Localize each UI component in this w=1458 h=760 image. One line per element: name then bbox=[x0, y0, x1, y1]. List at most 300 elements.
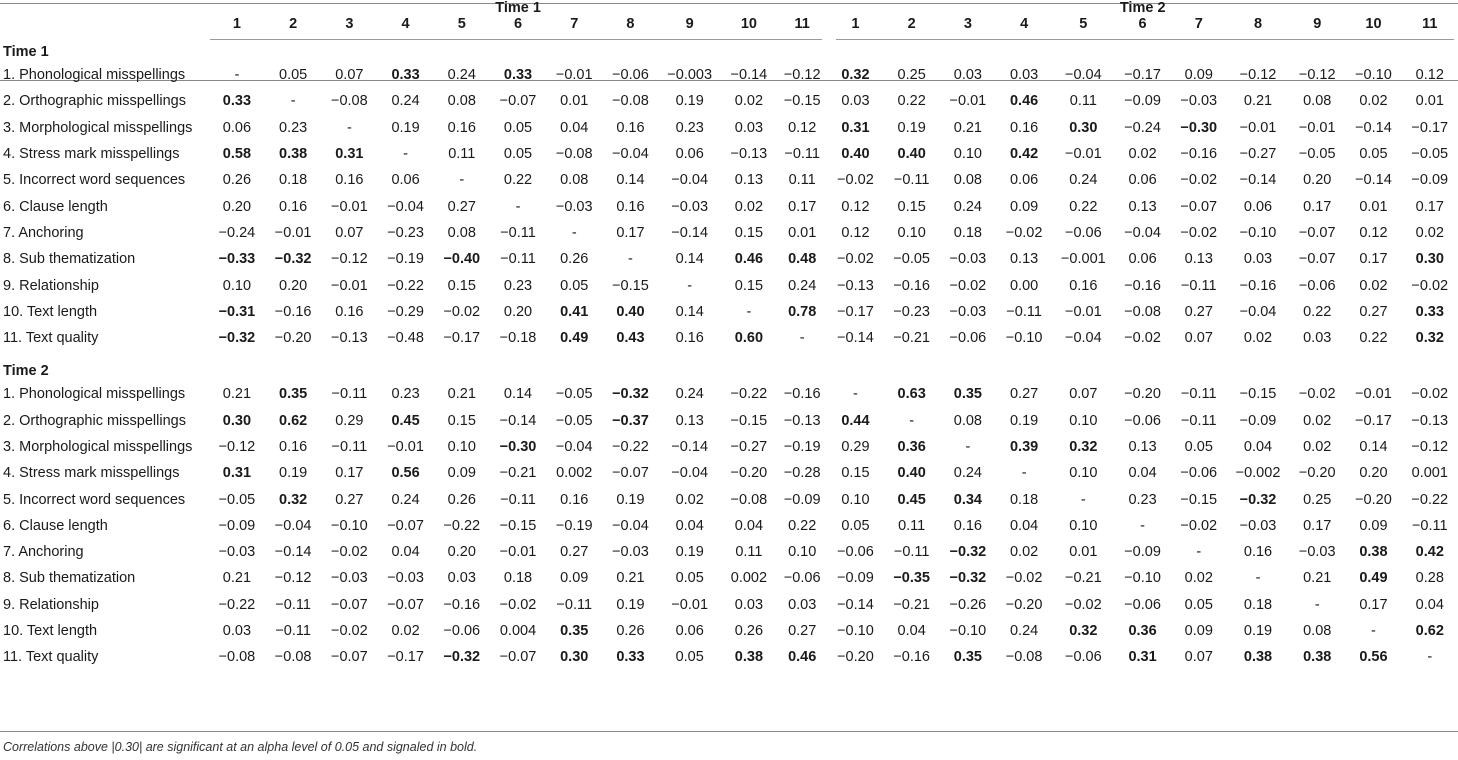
table-cell: 0.36 bbox=[897, 439, 926, 455]
table-cell: −0.14 bbox=[730, 67, 768, 84]
table-cell: 0.22 bbox=[1069, 198, 1098, 215]
table-cell: −0.20 bbox=[730, 465, 768, 482]
table-cell: −0.05 bbox=[555, 412, 593, 429]
section-spacer bbox=[1114, 32, 1170, 62]
table-cell: −0.002 bbox=[1235, 465, 1281, 482]
table-cell: −0.40 bbox=[443, 251, 481, 268]
section-spacer bbox=[1227, 351, 1289, 381]
table-cell: 0.07 bbox=[1069, 386, 1098, 403]
table-cell: −0.03 bbox=[1239, 517, 1277, 534]
table-cell: −0.21 bbox=[893, 330, 931, 347]
table-cell: 0.17 bbox=[1303, 517, 1332, 534]
table-cell: 0.32 bbox=[1415, 330, 1444, 347]
table-cell: 0.24 bbox=[1009, 623, 1039, 640]
table-cell: 0.13 bbox=[1009, 251, 1039, 268]
table-cell: - bbox=[1140, 517, 1145, 534]
table-cell: −0.11 bbox=[784, 146, 820, 163]
table-cell: 0.09 bbox=[1184, 623, 1213, 640]
table-cell: −0.35 bbox=[893, 570, 931, 587]
table-cell: 0.16 bbox=[447, 119, 476, 136]
table-cell: −0.16 bbox=[1124, 277, 1161, 294]
table-cell: −0.06 bbox=[1124, 596, 1161, 613]
table-cell: 0.78 bbox=[788, 303, 817, 320]
table-cell: −0.02 bbox=[1298, 386, 1336, 403]
table-cell: 0.38 bbox=[1359, 544, 1388, 561]
row-label: 9. Relationship bbox=[3, 277, 99, 294]
table-cell: 0.08 bbox=[1303, 623, 1332, 640]
table-cell: 0.02 bbox=[1359, 93, 1388, 110]
row-label: 4. Stress mark misspellings bbox=[3, 146, 180, 163]
table-cell: 0.02 bbox=[1303, 439, 1332, 455]
table-cell: 0.62 bbox=[1415, 623, 1444, 640]
table-cell: −0.07 bbox=[387, 596, 424, 613]
table-cell: −0.09 bbox=[1239, 412, 1277, 429]
table-row bbox=[0, 434, 1458, 460]
table-cell: 0.002 bbox=[556, 465, 593, 482]
table-cell: 0.05 bbox=[1184, 596, 1213, 613]
row-label: 4. Stress mark misspellings bbox=[3, 465, 180, 482]
table-cell: 0.02 bbox=[1359, 277, 1388, 294]
table-cell: −0.04 bbox=[612, 517, 649, 534]
table-cell: 0.38 bbox=[734, 649, 764, 666]
table-cell: −0.003 bbox=[667, 67, 713, 84]
table-cell: 0.19 bbox=[1009, 412, 1039, 429]
table-cell: 0.04 bbox=[734, 517, 764, 534]
row-label: 9. Relationship bbox=[3, 596, 99, 613]
table-cell: 0.16 bbox=[675, 330, 704, 347]
table-cell: −0.14 bbox=[274, 544, 312, 561]
group-header-time2: Time 2 bbox=[1119, 0, 1166, 16]
table-cell: 0.46 bbox=[1009, 93, 1039, 110]
col-header-time1-8: 8 bbox=[626, 16, 635, 32]
table-cell: −0.08 bbox=[1124, 303, 1161, 320]
table-cell: - bbox=[515, 198, 521, 215]
table-cell: −0.20 bbox=[837, 649, 874, 666]
table-cell: −0.33 bbox=[218, 251, 256, 268]
table-cell: 0.15 bbox=[897, 198, 926, 215]
table-cell: 0.06 bbox=[675, 146, 704, 163]
table-cell: 0.12 bbox=[1415, 67, 1444, 84]
column-number-row bbox=[0, 16, 1458, 32]
table-cell: 0.14 bbox=[503, 386, 533, 403]
group-header-time1: Time 1 bbox=[495, 0, 541, 16]
table-cell: −0.27 bbox=[1239, 146, 1277, 163]
table-cell: 0.29 bbox=[841, 439, 870, 455]
table-cell: - bbox=[1427, 649, 1433, 666]
table-cell: −0.02 bbox=[1180, 172, 1218, 189]
table-cell: 0.15 bbox=[734, 277, 764, 294]
table-cell: 0.002 bbox=[730, 570, 768, 587]
table-cell: −0.05 bbox=[893, 251, 931, 268]
table-cell: 0.22 bbox=[897, 93, 926, 110]
table-cell: 0.35 bbox=[560, 623, 589, 640]
table-cell: −0.04 bbox=[1064, 67, 1102, 84]
table-cell: 0.12 bbox=[841, 224, 870, 241]
table-cell: 0.26 bbox=[560, 251, 589, 268]
table-cell: - bbox=[1021, 465, 1027, 482]
table-cell: −0.02 bbox=[443, 303, 481, 320]
section-spacer bbox=[721, 351, 777, 381]
table-cell: 0.13 bbox=[675, 412, 704, 429]
table-cell: 0.19 bbox=[616, 596, 645, 613]
table-cell: −0.16 bbox=[1239, 277, 1277, 294]
table-cell: 0.32 bbox=[1069, 623, 1098, 640]
table-cell: 0.49 bbox=[1359, 570, 1388, 587]
table-cell: −0.08 bbox=[555, 146, 593, 163]
table-cell: −0.07 bbox=[499, 649, 537, 666]
table-cell: −0.03 bbox=[671, 198, 709, 215]
table-cell: −0.23 bbox=[893, 303, 931, 320]
section-spacer bbox=[940, 351, 996, 381]
table-cell: 0.02 bbox=[1128, 146, 1157, 163]
table-cell: 0.30 bbox=[560, 649, 589, 666]
table-cell: −0.32 bbox=[949, 570, 987, 587]
table-cell: −0.01 bbox=[1239, 119, 1277, 136]
col-header-time2-1: 1 bbox=[851, 16, 860, 32]
col-header-time2-11: 11 bbox=[1422, 16, 1438, 32]
table-cell: 0.13 bbox=[1128, 439, 1157, 455]
section-spacer bbox=[1052, 32, 1114, 62]
table-cell: 0.02 bbox=[1415, 224, 1444, 241]
table-cell: 0.60 bbox=[734, 330, 764, 347]
table-cell: −0.06 bbox=[1298, 277, 1336, 294]
section-row bbox=[0, 351, 1458, 381]
table-cell: −0.03 bbox=[949, 303, 987, 320]
table-cell: −0.13 bbox=[331, 330, 368, 347]
table-cell: −0.20 bbox=[1124, 386, 1161, 403]
col-header-time1-5: 5 bbox=[457, 16, 466, 32]
table-cell: −0.14 bbox=[1239, 172, 1277, 189]
table-cell: 0.33 bbox=[222, 93, 252, 110]
table-cell: 0.06 bbox=[1243, 198, 1273, 215]
col-header-time2-9: 9 bbox=[1313, 16, 1322, 32]
table-cell: - bbox=[1196, 544, 1202, 561]
col-header-time1-7: 7 bbox=[570, 16, 579, 32]
table-cell: −0.10 bbox=[837, 623, 874, 640]
table-cell: 0.38 bbox=[279, 146, 308, 163]
table-cell: −0.11 bbox=[1180, 386, 1217, 403]
table-cell: −0.02 bbox=[1411, 386, 1449, 403]
table-cell: 0.21 bbox=[1243, 93, 1273, 110]
table-cell: 0.24 bbox=[447, 67, 476, 84]
table-cell: −0.04 bbox=[1064, 330, 1102, 347]
table-cell: 0.08 bbox=[1303, 93, 1332, 110]
table-row bbox=[0, 460, 1458, 486]
table-cell: −0.32 bbox=[443, 649, 481, 666]
table-cell: −0.17 bbox=[1411, 119, 1449, 136]
section-spacer bbox=[1345, 351, 1401, 381]
table-cell: 0.62 bbox=[279, 412, 308, 429]
table-cell: −0.03 bbox=[1180, 93, 1218, 110]
table-cell: 0.03 bbox=[1243, 251, 1273, 268]
section-spacer bbox=[1114, 351, 1170, 381]
table-cell: −0.15 bbox=[1239, 386, 1277, 403]
table-cell: 0.28 bbox=[1415, 570, 1444, 587]
table-cell: −0.14 bbox=[671, 439, 709, 455]
table-cell: 0.03 bbox=[734, 596, 764, 613]
table-cell: 0.19 bbox=[675, 93, 704, 110]
table-cell: 0.05 bbox=[675, 649, 704, 666]
table-cell: 0.01 bbox=[560, 93, 589, 110]
table-row bbox=[0, 272, 1458, 298]
col-header-time2-7: 7 bbox=[1194, 16, 1203, 32]
table-cell: −0.02 bbox=[1411, 277, 1449, 294]
table-cell: −0.10 bbox=[1005, 330, 1043, 347]
table-cell: 0.18 bbox=[279, 172, 308, 189]
table-cell: −0.06 bbox=[949, 330, 987, 347]
table-cell: 0.31 bbox=[1128, 649, 1157, 666]
table-body bbox=[0, 32, 1458, 671]
table-cell: −0.05 bbox=[218, 491, 256, 508]
table-cell: 0.05 bbox=[1184, 439, 1213, 455]
row-label: 2. Orthographic misspellings bbox=[3, 93, 186, 110]
table-cell: 0.19 bbox=[279, 465, 308, 482]
row-label: 6. Clause length bbox=[3, 517, 108, 534]
table-cell: −0.12 bbox=[218, 439, 256, 455]
table-cell: −0.06 bbox=[1124, 412, 1161, 429]
col-header-time1-11: 11 bbox=[794, 16, 810, 32]
section-spacer bbox=[1289, 32, 1345, 62]
table-cell: 0.24 bbox=[953, 198, 982, 215]
bottom-rule bbox=[0, 731, 1458, 732]
table-cell: 0.42 bbox=[1009, 146, 1039, 163]
section-row bbox=[0, 32, 1458, 62]
table-cell: −0.02 bbox=[1180, 517, 1218, 534]
table-row bbox=[0, 565, 1458, 591]
table-cell: −0.03 bbox=[555, 198, 593, 215]
table-cell: −0.11 bbox=[1180, 277, 1217, 294]
table-cell: 0.30 bbox=[1069, 119, 1098, 136]
table-cell: −0.14 bbox=[837, 596, 874, 613]
table-cell: −0.22 bbox=[612, 439, 649, 455]
table-cell: 0.23 bbox=[1128, 491, 1157, 508]
table-cell: −0.07 bbox=[1180, 198, 1218, 215]
table-cell: 0.14 bbox=[1359, 439, 1388, 455]
table-cell: −0.03 bbox=[612, 544, 649, 561]
table-cell: 0.07 bbox=[1184, 649, 1213, 666]
table-cell: −0.24 bbox=[1124, 119, 1161, 136]
table-cell: 0.16 bbox=[616, 198, 645, 215]
table-cell: 0.08 bbox=[953, 412, 982, 429]
table-cell: −0.15 bbox=[1180, 491, 1218, 508]
row-label: 11. Text quality bbox=[3, 330, 99, 347]
table-cell: −0.02 bbox=[1124, 330, 1161, 347]
col-header-time2-4: 4 bbox=[1020, 16, 1029, 32]
table-cell: 0.07 bbox=[1184, 330, 1213, 347]
table-cell: −0.12 bbox=[1411, 439, 1449, 455]
table-cell: 0.24 bbox=[953, 465, 982, 482]
table-cell: 0.20 bbox=[447, 544, 476, 561]
table-cell: 0.27 bbox=[335, 491, 364, 508]
table-cell: 0.27 bbox=[447, 198, 476, 215]
row-label: 8. Sub thematization bbox=[3, 251, 136, 268]
table-cell: −0.21 bbox=[499, 465, 537, 482]
col-header-time2-8: 8 bbox=[1253, 16, 1263, 32]
table-cell: 0.40 bbox=[897, 146, 926, 163]
table-cell: 0.06 bbox=[675, 623, 704, 640]
table-cell: −0.01 bbox=[331, 277, 368, 294]
table-cell: 0.04 bbox=[560, 119, 589, 136]
table-cell: −0.02 bbox=[1064, 596, 1102, 613]
table-cell: 0.001 bbox=[1411, 465, 1448, 482]
table-cell: 0.04 bbox=[1128, 465, 1157, 482]
table-cell: 0.10 bbox=[841, 491, 870, 508]
table-cell: 0.21 bbox=[222, 386, 252, 403]
section-spacer bbox=[265, 351, 321, 381]
table-cell: 0.33 bbox=[391, 67, 420, 84]
table-row bbox=[0, 486, 1458, 512]
table-cell: 0.23 bbox=[503, 277, 533, 294]
table-cell: 0.10 bbox=[1069, 517, 1098, 534]
table-cell: −0.15 bbox=[730, 412, 768, 429]
table-cell: −0.02 bbox=[837, 251, 874, 268]
table-cell: 0.09 bbox=[1184, 67, 1213, 84]
table-cell: 0.33 bbox=[616, 649, 645, 666]
section-spacer bbox=[209, 32, 265, 62]
table-cell: 0.04 bbox=[1243, 439, 1273, 455]
table-cell: −0.01 bbox=[555, 67, 593, 84]
table-cell: 0.42 bbox=[1415, 544, 1444, 561]
table-cell: −0.07 bbox=[331, 649, 368, 666]
table-cell: 0.05 bbox=[841, 517, 870, 534]
table-cell: 0.02 bbox=[1303, 412, 1332, 429]
table-cell: 0.13 bbox=[734, 172, 764, 189]
table-cell: 0.21 bbox=[222, 570, 252, 587]
table-cell: 0.09 bbox=[1359, 517, 1388, 534]
table-cell: - bbox=[459, 172, 465, 189]
table-cell: −0.12 bbox=[1298, 67, 1336, 84]
section-spacer bbox=[777, 32, 827, 62]
table-cell: 0.40 bbox=[841, 146, 870, 163]
table-cell: −0.02 bbox=[331, 544, 368, 561]
table-cell: 0.46 bbox=[788, 649, 817, 666]
table-cell: 0.30 bbox=[1415, 251, 1444, 268]
table-cell: −0.16 bbox=[443, 596, 481, 613]
table-cell: 0.02 bbox=[734, 93, 764, 110]
table-cell: −0.07 bbox=[499, 93, 537, 110]
table-cell: −0.13 bbox=[730, 146, 768, 163]
table-cell: −0.04 bbox=[274, 517, 312, 534]
table-cell: 0.16 bbox=[335, 303, 364, 320]
table-cell: −0.11 bbox=[556, 596, 593, 613]
table-cell: −0.14 bbox=[499, 412, 537, 429]
table-cell: −0.04 bbox=[671, 465, 709, 482]
table-cell: 0.20 bbox=[1303, 172, 1332, 189]
table-cell: 0.08 bbox=[447, 93, 476, 110]
table-cell: 0.00 bbox=[1009, 277, 1039, 294]
table-cell: −0.22 bbox=[387, 277, 424, 294]
table-cell: −0.02 bbox=[499, 596, 537, 613]
table-cell: −0.09 bbox=[1411, 172, 1449, 189]
table-cell: 0.16 bbox=[279, 198, 308, 215]
table-row bbox=[0, 381, 1458, 407]
table-cell: 0.15 bbox=[734, 224, 764, 241]
table-cell: −0.12 bbox=[331, 251, 368, 268]
table-cell: −0.10 bbox=[1355, 67, 1392, 84]
table-cell: −0.22 bbox=[218, 596, 256, 613]
table-cell: - bbox=[346, 119, 352, 136]
table-cell: 0.004 bbox=[499, 623, 537, 640]
table-cell: −0.01 bbox=[1064, 146, 1102, 163]
row-label: 1. Phonological misspellings bbox=[3, 67, 186, 84]
table-row bbox=[0, 539, 1458, 565]
row-label: 6. Clause length bbox=[3, 198, 108, 215]
row-label: 3. Morphological misspellings bbox=[3, 439, 193, 455]
table-cell: 0.13 bbox=[1184, 251, 1213, 268]
table-cell: −0.03 bbox=[1298, 544, 1336, 561]
table-cell: −0.04 bbox=[1124, 224, 1161, 241]
table-cell: −0.06 bbox=[1180, 465, 1218, 482]
table-cell: −0.20 bbox=[1005, 596, 1043, 613]
section-spacer bbox=[1052, 351, 1114, 381]
table-cell: −0.19 bbox=[555, 517, 593, 534]
section-spacer bbox=[602, 351, 658, 381]
table-cell: −0.04 bbox=[387, 198, 424, 215]
table-cell: −0.17 bbox=[387, 649, 424, 666]
table-cell: - bbox=[1371, 623, 1376, 640]
table-cell: 0.32 bbox=[1069, 439, 1098, 455]
section-spacer bbox=[1227, 32, 1289, 62]
table-cell: −0.14 bbox=[1355, 172, 1392, 189]
table-cell: 0.27 bbox=[1009, 386, 1039, 403]
table-cell: 0.19 bbox=[675, 544, 704, 561]
table-cell: 0.11 bbox=[898, 517, 926, 534]
table-cell: −0.07 bbox=[331, 596, 368, 613]
table-cell: −0.05 bbox=[1298, 146, 1336, 163]
table-cell: 0.17 bbox=[616, 224, 645, 241]
table-cell: 0.24 bbox=[788, 277, 817, 294]
table-cell: −0.05 bbox=[1411, 146, 1449, 163]
table-cell: 0.03 bbox=[953, 67, 982, 84]
table-cell: 0.02 bbox=[1009, 544, 1039, 561]
table-cell: −0.06 bbox=[1064, 649, 1102, 666]
row-label: 5. Incorrect word sequences bbox=[3, 172, 186, 189]
table-cell: −0.08 bbox=[1005, 649, 1043, 666]
table-cell: 0.40 bbox=[616, 303, 645, 320]
table-cell: 0.26 bbox=[222, 172, 252, 189]
table-row bbox=[0, 299, 1458, 325]
table-cell: −0.03 bbox=[331, 570, 368, 587]
section-spacer bbox=[777, 351, 827, 381]
table-cell: −0.17 bbox=[1355, 412, 1392, 429]
table-cell: −0.01 bbox=[499, 544, 537, 561]
table-cell: 0.31 bbox=[335, 146, 364, 163]
table-cell: −0.03 bbox=[387, 570, 424, 587]
section-spacer bbox=[377, 32, 433, 62]
table-cell: 0.20 bbox=[503, 303, 533, 320]
table-cell: −0.31 bbox=[218, 303, 256, 320]
table-cell: −0.32 bbox=[949, 544, 987, 561]
table-row bbox=[0, 513, 1458, 539]
table-cell: - bbox=[799, 330, 805, 347]
table-cell: 0.07 bbox=[335, 224, 364, 241]
table-cell: −0.08 bbox=[612, 93, 649, 110]
section-spacer bbox=[996, 351, 1052, 381]
table-cell: −0.16 bbox=[274, 303, 312, 320]
table-cell: 0.02 bbox=[675, 491, 704, 508]
table-cell: 0.31 bbox=[841, 119, 870, 136]
table-cell: −0.17 bbox=[1124, 67, 1161, 84]
table-cell: −0.02 bbox=[1005, 224, 1043, 241]
table-cell: 0.03 bbox=[788, 596, 817, 613]
table-cell: 0.23 bbox=[391, 386, 420, 403]
table-cell: 0.10 bbox=[1069, 465, 1098, 482]
table-cell: 0.17 bbox=[1359, 251, 1388, 268]
table-cell: 0.03 bbox=[447, 570, 476, 587]
table-cell: 0.04 bbox=[391, 544, 420, 561]
table-cell: −0.01 bbox=[1355, 386, 1392, 403]
table-cell: 0.04 bbox=[1009, 517, 1039, 534]
